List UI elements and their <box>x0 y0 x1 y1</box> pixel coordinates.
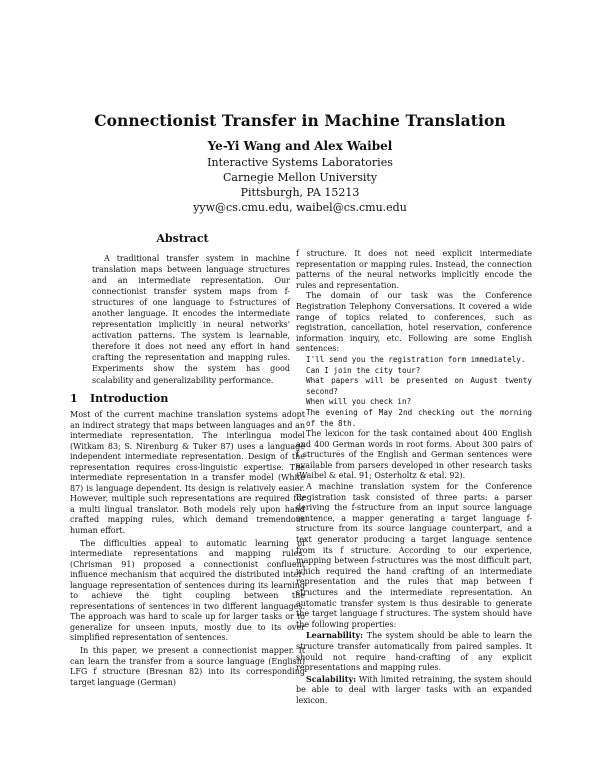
section-number: 1 <box>70 392 78 405</box>
abstract-text: A traditional transfer system in machine translation maps between language structures and an intermediate representation. Our connectionist transfer system maps from f-structures of one language to f-structures of another language. It encodes the intermediate representation implicitly in neural networks' activation patterns. The system is learnable, therefore it does not need any effort in hand crafting the representation and mapping rules. Experiments show the system has good scalability and generalizability performance. <box>92 254 290 385</box>
body-paragraph: f structure. It does not need explicit intermediate representation or mapping rules. Instead, the connection patterns of the neural networks implicitly encode the rules and representation. <box>296 249 532 290</box>
body-paragraph: The domain of our task was the Conference Registration Telephony Conversations. It covered a wide range of topics related to conferences, such as registration, cancellation, hotel reservation, conference information inquiry, etc. Following are some English sentences: <box>296 291 532 354</box>
affiliation-line: Pittsburgh, PA 15213 <box>240 186 360 199</box>
right-column <box>296 249 532 707</box>
body-paragraph: In this paper, we present a connectionist mapper. It can learn the transfer from a source language (English) LFG f structure (Bresnan 82) into its corresponding target language (German) <box>70 646 305 687</box>
body-paragraph: The difficulties appeal to automatic learning of intermediate representations and mapping rules. (Chrisman 91) proposed a connectionist confluent influence mechanism that acquired the distributed inter-language representation of sentences during its learning to achieve the tight coupling between the representations of sentences in two different languages. The approach was hard to scale up for larger tasks or to generalize for unseen inputs, mostly due to its over simplified representation of sentences. <box>70 538 305 643</box>
paper-title: Connectionist Transfer in Machine Translation <box>94 111 506 130</box>
example-sentence: The evening of May 2nd checking out the morning of the 8th. <box>306 407 532 428</box>
property-item <box>296 630 532 673</box>
section-heading <box>70 392 300 405</box>
left-column <box>70 410 305 690</box>
property-text: With limited retraining, the system should be able to deal with larger tasks with an expanded lexicon. <box>296 674 532 705</box>
body-paragraph: The lexicon for the task contained about 400 English and 400 German words in root forms. About 300 pairs of f structures of the English and German sentences were available from parsers developed in other research tasks (Waibel & etal. 91; Osterholtz & etal. 92). <box>296 429 532 481</box>
author-emails: yyw@cs.cmu.edu, waibel@cs.cmu.edu <box>193 201 407 214</box>
property-term: Learnability: <box>306 630 364 641</box>
body-paragraph: Most of the current machine translation systems adopt an indirect strategy that maps between languages and an intermediate representation. The interlingua model (Witkam 83; S. Nirenburg & Tuker 87) uses a language independent intermediate representation. Design of the representation requires cross-linguistic expertise. The intermediate representation in a transfer model (White 87) is language dependent. Its design is relatively easier. However, multiple such representations are required for a multi lingual translator. Both models rely upon hand crafted mapping rules, which demand tremendous human effort. <box>70 410 305 536</box>
affiliation-line: Carnegie Mellon University <box>222 171 378 184</box>
example-sentence: What papers will be presented on August twenty second? <box>306 376 532 396</box>
example-sentence: Can I join the city tour? <box>306 365 421 375</box>
property-term: Scalability: <box>306 673 357 684</box>
paper-authors: Ye-Yi Wang and Alex Waibel <box>207 139 393 153</box>
author-affiliation <box>0 155 600 215</box>
example-sentence: When will you check in? <box>306 397 412 407</box>
abstract-heading: Abstract <box>156 232 209 245</box>
section-title: Introduction <box>90 392 169 405</box>
property-text: The system should be able to learn the structure transfer automatically from paired samples. It should not require hand-crafting of any explicit representations and mapping rules. <box>296 631 533 673</box>
body-paragraph: A machine translation system for the Conference Registration task consisted of three parts: a parser deriving the f-structure from an input source language sentence, a mapper generating a target language f-structure from its source language counterpart, and a text generator producing a target language sentence from its f structure. According to our experience, mapping between f-structures was the most difficult part, which required the hand crafting of an intermediate representation and the rules that map between f structures and the intermediate representation. An automatic transfer system is thus desirable to generate the target language f structures. The system should have the following properties: <box>296 482 532 629</box>
affiliation-line: Interactive Systems Laboratories <box>207 156 393 169</box>
property-item <box>296 674 532 707</box>
example-sentence: I'll send you the registration form immediately. <box>306 354 526 364</box>
